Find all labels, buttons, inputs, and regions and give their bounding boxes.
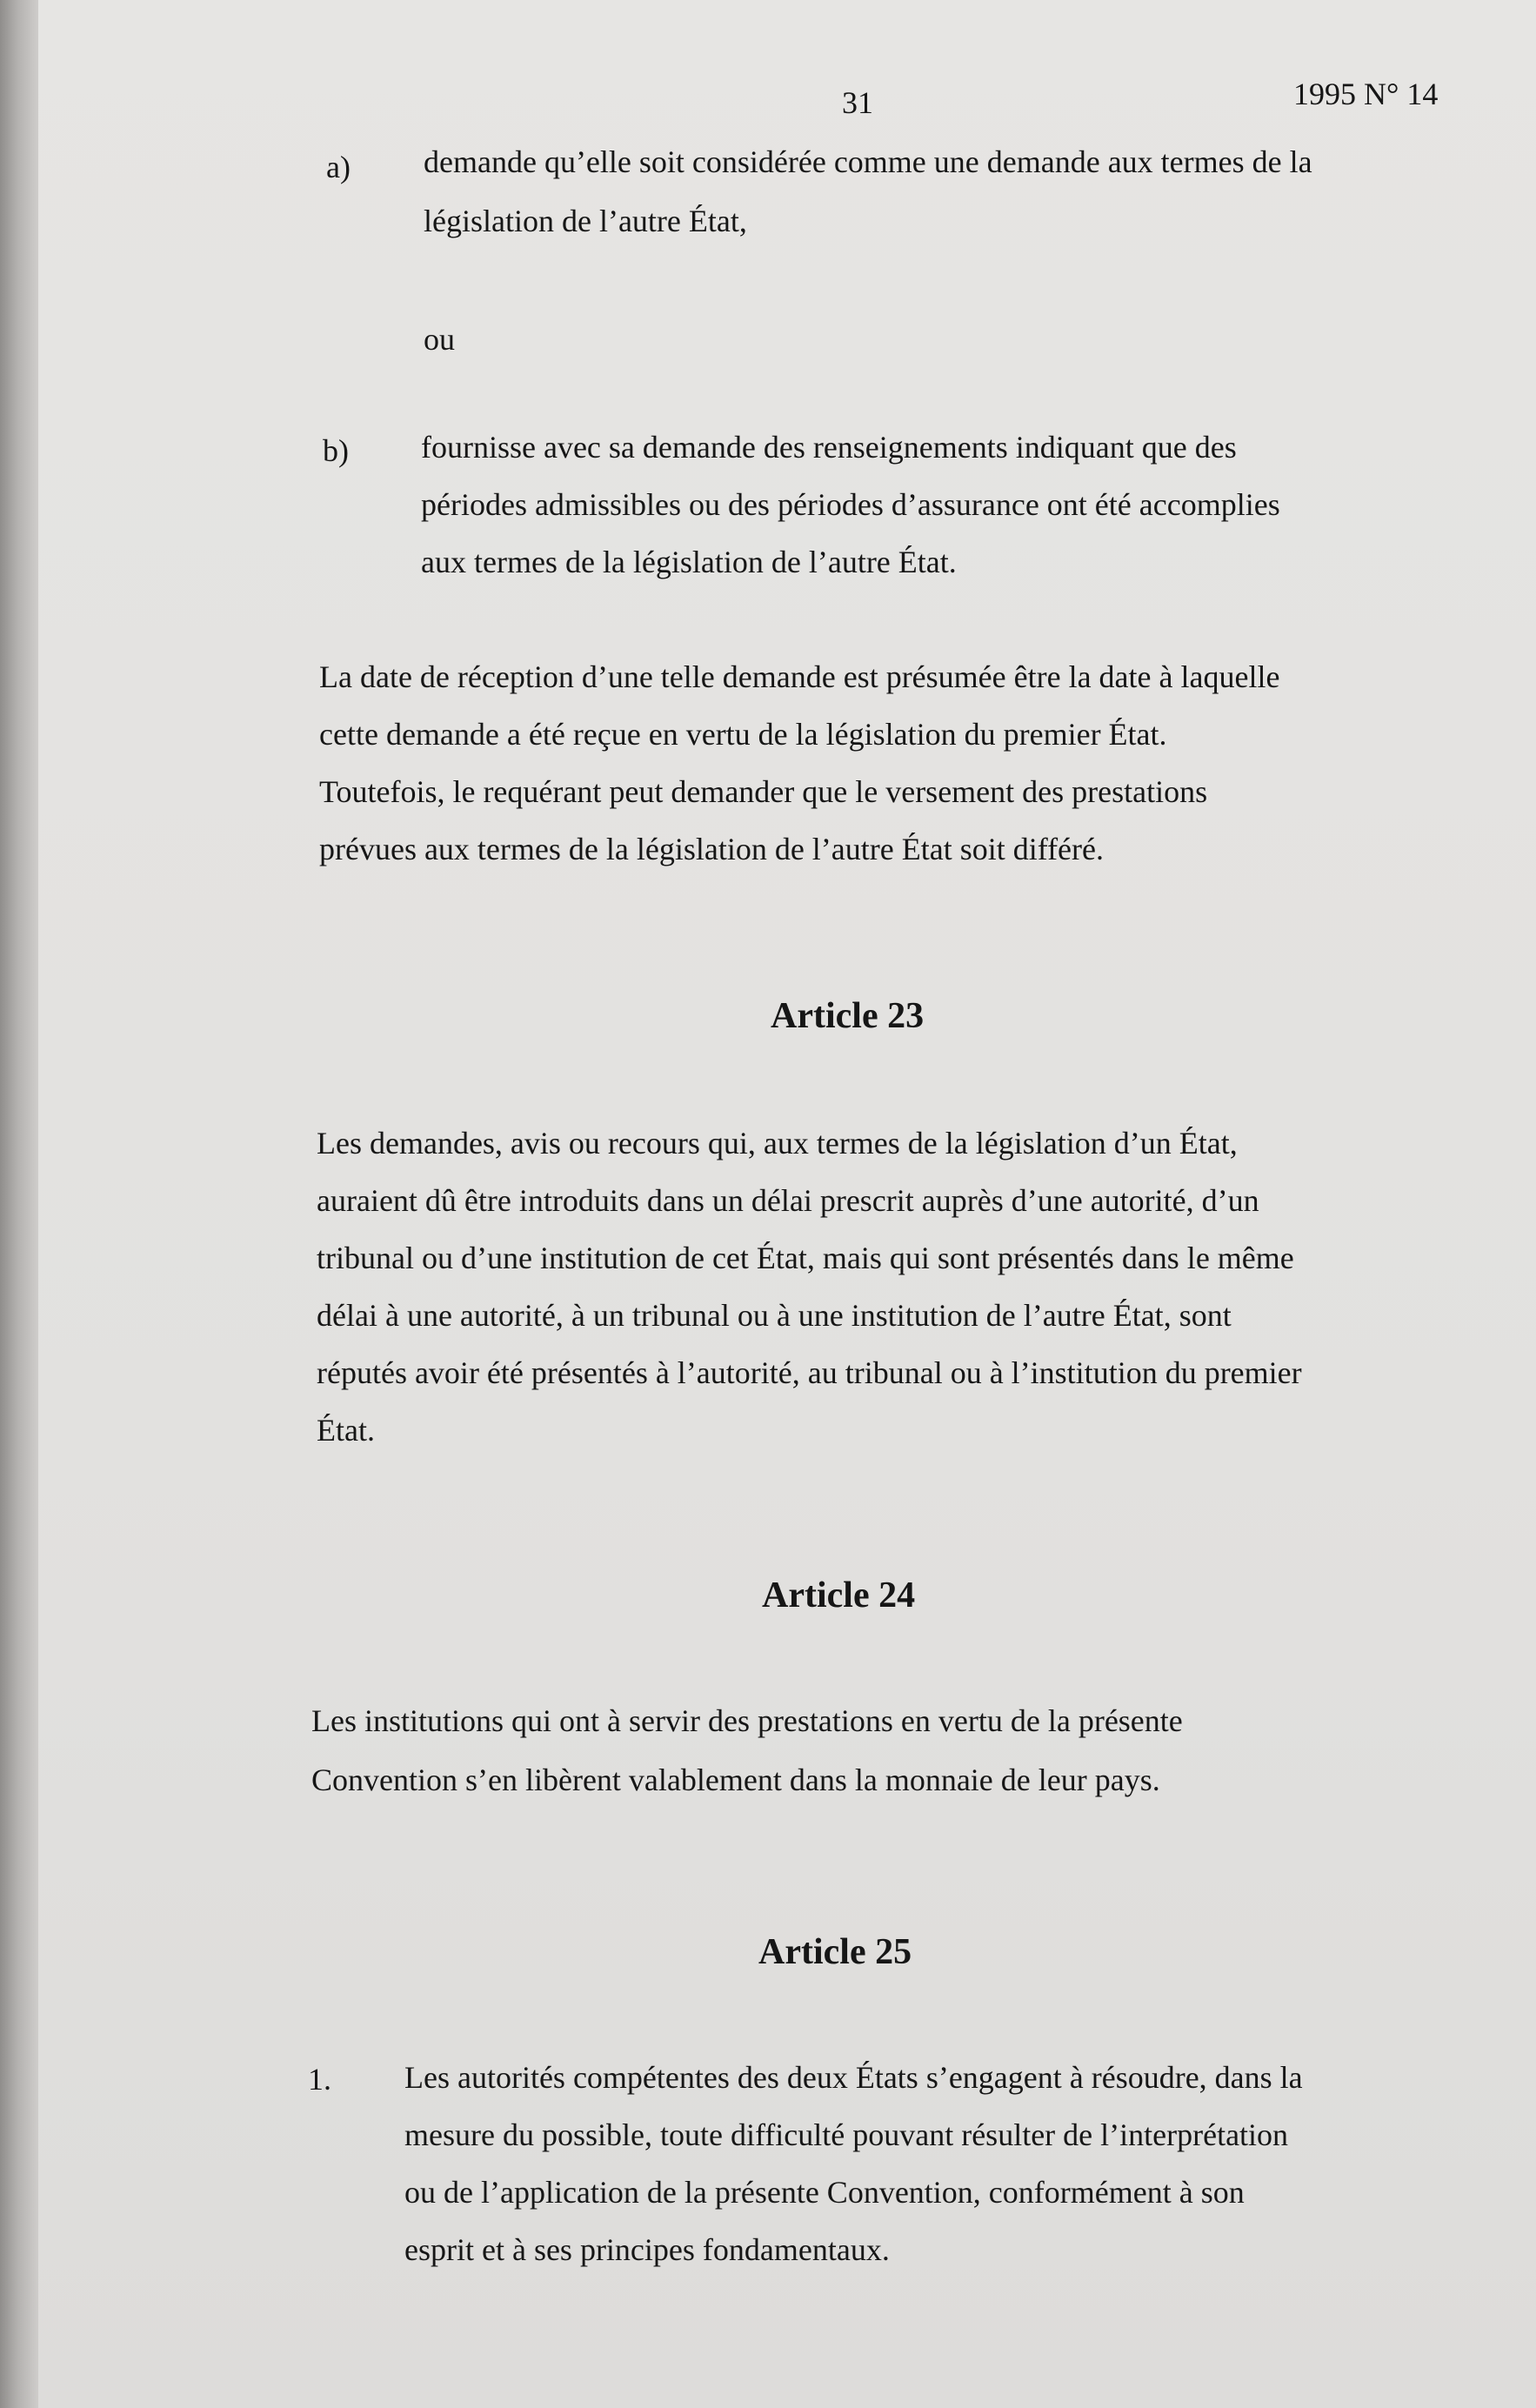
clause-a-line: demande qu’elle soit considérée comme une demande aux termes de la [424,144,1312,179]
article-23-line: tribunal ou d’une institution de cet État, mais qui sont présentés dans le même [317,1241,1294,1275]
document-page [38,0,1536,2408]
article-23-line: Les demandes, avis ou recours qui, aux termes de la législation d’un État, [317,1126,1238,1161]
article-23-line: auraient dû être introduits dans un délai prescrit auprès d’une autorité, d’un [317,1183,1259,1218]
connector-ou: ou [424,322,455,357]
article-25-line: ou de l’application de la présente Convention, conformément à son [404,2175,1245,2210]
clause-b-line: aux termes de la législation de l’autre État. [421,545,957,579]
article-25-line: mesure du possible, toute difficulté pouvant résulter de l’interprétation [404,2117,1289,2152]
paragraph-line: La date de réception d’une telle demande est présumée être la date à laquelle [319,659,1280,694]
article-23-heading: Article 23 [771,996,925,1036]
clause-b-line: périodes admissibles ou des périodes d’assurance ont été accomplies [421,487,1280,522]
article-24-heading: Article 24 [762,1575,916,1615]
article-25-heading: Article 25 [758,1932,912,1972]
clause-a-line: législation de l’autre État, [424,204,747,238]
paragraph-line: cette demande a été reçue en vertu de la législation du premier État. [319,717,1167,752]
paragraph-line: Toutefois, le requérant peut demander que le versement des prestations [319,774,1208,809]
document-reference: 1995 N° 14 [1293,77,1439,111]
article-23-line: État. [317,1413,375,1448]
clause-b-marker: b) [323,433,349,468]
article-25-line: Les autorités compétentes des deux États s’engagent à résoudre, dans la [404,2060,1303,2095]
clause-b-line: fournisse avec sa demande des renseignements indiquant que des [421,430,1237,465]
article-25-line: esprit et à ses principes fondamentaux. [404,2232,890,2267]
paragraph-line: prévues aux termes de la législation de l’autre État soit différé. [319,832,1105,866]
article-24-line: Convention s’en libèrent valablement dans la monnaie de leur pays. [311,1763,1160,1797]
article-23-line: réputés avoir été présentés à l’autorité, au tribunal ou à l’institution du premier [317,1355,1302,1390]
clause-a-marker: a) [326,150,351,184]
article-23-line: délai à une autorité, à un tribunal ou à une institution de l’autre État, sont [317,1298,1232,1333]
page-number: 31 [842,85,873,120]
article-24-line: Les institutions qui ont à servir des prestations en vertu de la présente [311,1703,1183,1738]
article-25-item-marker: 1. [308,2062,331,2097]
page-edge-shadow [0,0,38,2408]
